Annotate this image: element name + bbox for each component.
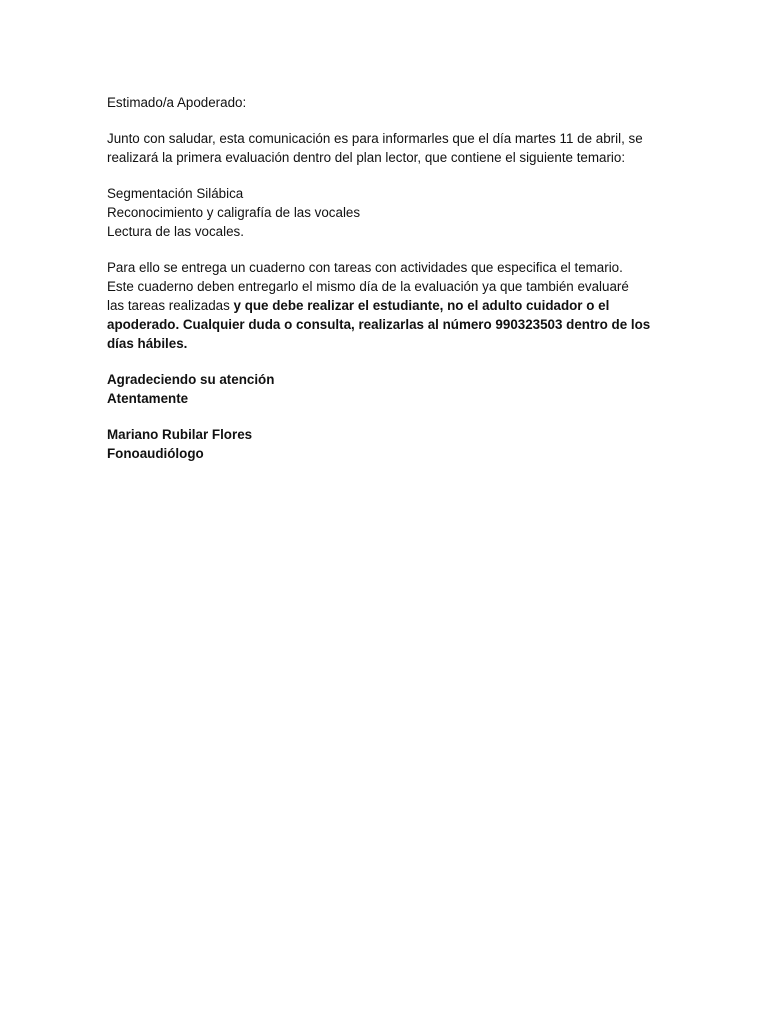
salutation: Estimado/a Apoderado: (107, 95, 247, 110)
closing-paragraph (107, 370, 667, 408)
intro-line: Junto con saludar, esta comunicación es para informarles que el día martes 11 de abril, se (107, 131, 643, 146)
instructions-emphasis: apoderado. Cualquier duda o consulta, realizarlas al número 990323503 dentro de los (107, 317, 651, 332)
syllabus-list (107, 184, 667, 241)
syllabus-item: Lectura de las vocales. (107, 224, 244, 239)
instructions-line: Este cuaderno deben entregarlo el mismo día de la evaluación ya que también evaluaré (107, 279, 629, 294)
closing-line: Agradeciendo su atención (107, 372, 275, 387)
instructions-line: Para ello se entrega un cuaderno con tareas con actividades que especifica el temario. (107, 260, 623, 275)
intro-line: realizará la primera evaluación dentro del plan lector, que contiene el siguiente temario: (107, 150, 626, 165)
signature-title: Fonoaudiólogo (107, 446, 204, 461)
signature-name: Mariano Rubilar Flores (107, 427, 253, 442)
instructions-emphasis: días hábiles. (107, 336, 188, 351)
instructions-emphasis: y que debe realizar el estudiante, no el adulto cuidador o el (233, 298, 610, 313)
intro-paragraph (107, 129, 667, 167)
syllabus-item: Reconocimiento y caligrafía de las vocales (107, 205, 361, 220)
instructions-line (107, 296, 667, 315)
salutation-paragraph (107, 93, 667, 112)
instructions-paragraph (107, 258, 667, 353)
signature-block (107, 425, 667, 463)
closing-line: Atentamente (107, 391, 189, 406)
syllabus-item: Segmentación Silábica (107, 186, 244, 201)
letter-document (107, 93, 667, 480)
instructions-text: las tareas realizadas (107, 298, 234, 313)
